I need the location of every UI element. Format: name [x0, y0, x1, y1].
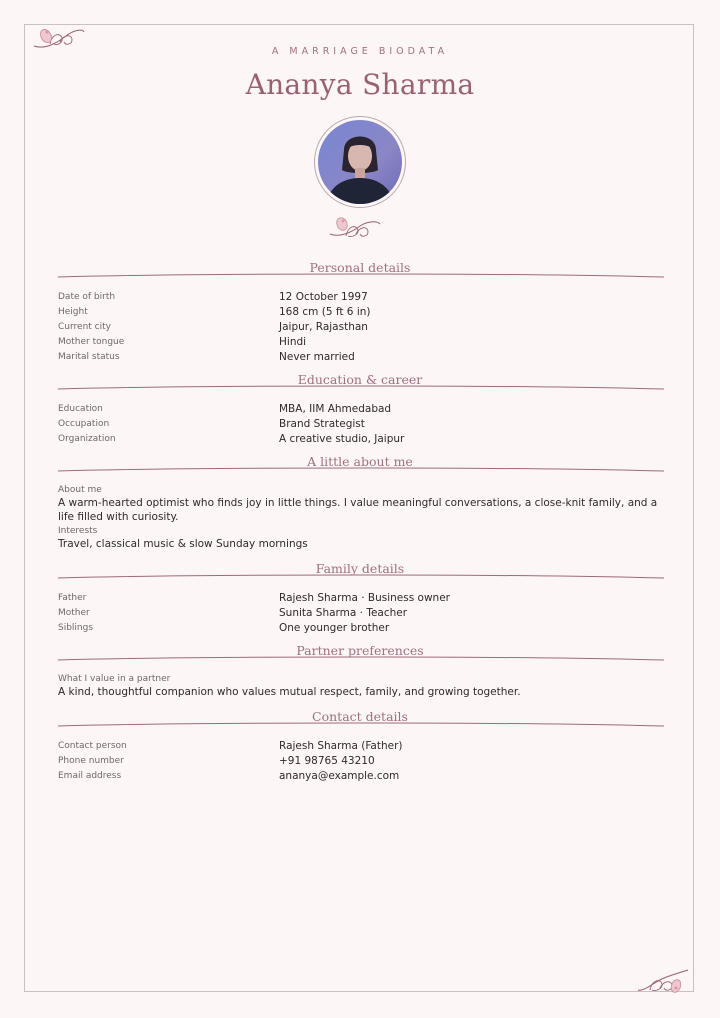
contact-rows — [58, 741, 664, 786]
detail-label: Organization — [58, 434, 116, 444]
detail-label: Mother tongue — [58, 337, 125, 347]
section-title-contact: Contact details — [312, 709, 408, 724]
detail-value: One younger brother — [279, 622, 390, 634]
detail-value: ananya@example.com — [279, 770, 400, 782]
detail-value: 12 October 1997 — [279, 291, 368, 303]
floral-flourish-icon — [634, 966, 690, 996]
detail-row — [58, 337, 664, 352]
personal-rows — [58, 292, 664, 367]
section-title-education: Education & career — [297, 372, 423, 387]
about-block — [58, 485, 664, 552]
detail-label: Father — [58, 593, 87, 603]
profile-photo — [318, 120, 402, 204]
detail-label: Current city — [58, 322, 111, 332]
section-divider — [58, 573, 664, 581]
interests-label: Interests — [58, 526, 98, 536]
person-name: Ananya Sharma — [245, 68, 475, 101]
detail-row — [58, 771, 664, 786]
detail-row — [58, 434, 664, 449]
section-title-partner: Partner preferences — [296, 643, 424, 658]
section-divider — [58, 721, 664, 729]
detail-row — [58, 608, 664, 623]
about-label: About me — [58, 485, 102, 495]
detail-value: Rajesh Sharma (Father) — [279, 740, 403, 752]
detail-label: Education — [58, 404, 103, 414]
detail-value: +91 98765 43210 — [279, 755, 375, 767]
detail-row — [58, 404, 664, 419]
section-divider — [58, 466, 664, 474]
detail-value: Rajesh Sharma · Business owner — [279, 592, 450, 604]
detail-label: Contact person — [58, 741, 127, 751]
detail-value: 168 cm (5 ft 6 in) — [279, 306, 371, 318]
partner-label: What I value in a partner — [58, 674, 171, 684]
about-value: A warm-hearted optimist who finds joy in little things. I value meaningful conversations, a close-knit family, and a life filled with curiosity. — [58, 497, 658, 523]
detail-value: MBA, IIM Ahmedabad — [279, 403, 392, 415]
detail-row — [58, 419, 664, 434]
detail-label: Siblings — [58, 623, 94, 633]
family-rows — [58, 593, 664, 638]
profile-photo-frame — [314, 116, 406, 208]
section-divider — [58, 655, 664, 663]
section-title-family: Family details — [315, 561, 405, 576]
detail-value: Brand Strategist — [279, 418, 365, 430]
detail-label: Mother — [58, 608, 90, 618]
detail-value: Never married — [279, 351, 355, 363]
floral-flourish-icon — [328, 214, 382, 242]
detail-row — [58, 741, 664, 756]
detail-row — [58, 593, 664, 608]
detail-row — [58, 352, 664, 367]
detail-row — [58, 292, 664, 307]
detail-label: Date of birth — [58, 292, 116, 302]
document-kicker: A MARRIAGE BIODATA — [271, 46, 449, 57]
detail-label: Marital status — [58, 352, 120, 362]
detail-value: A creative studio, Jaipur — [279, 433, 405, 445]
education-rows — [58, 404, 664, 449]
detail-label: Occupation — [58, 419, 110, 429]
detail-row — [58, 307, 664, 322]
detail-label: Height — [58, 307, 88, 317]
detail-label: Email address — [58, 771, 122, 781]
interests-value: Travel, classical music & slow Sunday mornings — [58, 538, 308, 550]
section-title-personal: Personal details — [309, 260, 411, 275]
partner-value: A kind, thoughtful companion who values mutual respect, family, and growing together. — [58, 686, 521, 698]
section-divider — [58, 272, 664, 280]
section-title-about: A little about me — [307, 454, 413, 469]
detail-row — [58, 322, 664, 337]
detail-row — [58, 623, 664, 638]
detail-row — [58, 756, 664, 771]
partner-block — [58, 674, 664, 700]
detail-value: Jaipur, Rajasthan — [279, 321, 368, 333]
section-divider — [58, 384, 664, 392]
detail-label: Phone number — [58, 756, 124, 766]
detail-value: Hindi — [279, 336, 307, 348]
detail-value: Sunita Sharma · Teacher — [279, 607, 408, 619]
